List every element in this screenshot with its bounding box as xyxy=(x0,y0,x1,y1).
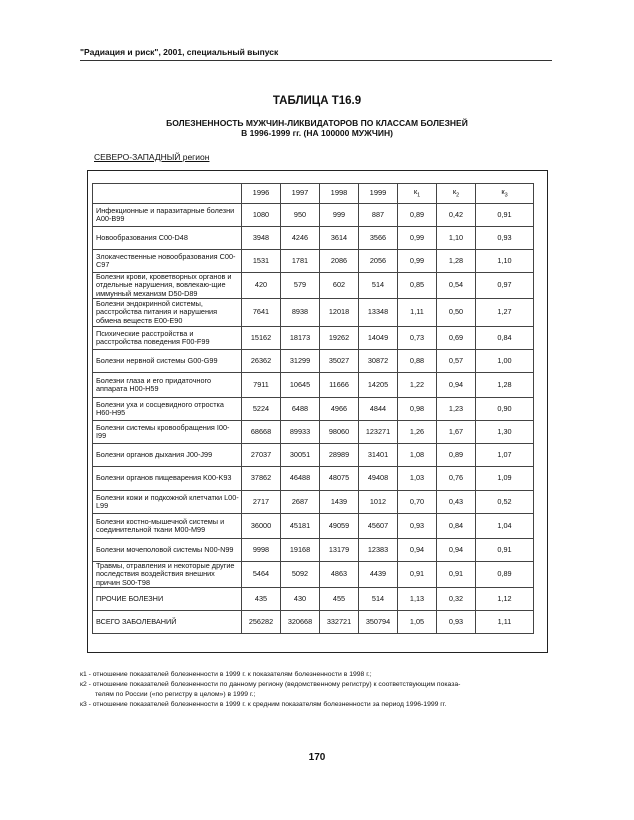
row-label: Травмы, отравления и некоторые другие последствия воздействия внешних причин S00-T98 xyxy=(93,562,242,588)
table-cell: 1531 xyxy=(242,250,281,273)
table-cell: 3614 xyxy=(320,227,359,250)
table-cell: 455 xyxy=(320,588,359,611)
table-cell: 1,00 xyxy=(476,350,534,373)
journal-header: "Радиация и риск", 2001, специальный выпуск xyxy=(80,47,279,57)
table-cell: 320668 xyxy=(281,611,320,634)
table-row xyxy=(93,539,534,562)
table-cell: 0,89 xyxy=(476,562,534,588)
column-header: 1996 xyxy=(242,184,281,204)
table-cell: 0,97 xyxy=(476,273,534,299)
table-cell: 435 xyxy=(242,588,281,611)
table-cell: 0,88 xyxy=(398,350,437,373)
table-cell: 123271 xyxy=(359,421,398,444)
table-row xyxy=(93,444,534,467)
table-cell: 0,99 xyxy=(398,227,437,250)
table-cell: 2717 xyxy=(242,491,281,514)
table-row xyxy=(93,588,534,611)
table-row xyxy=(93,467,534,491)
table-cell: 12018 xyxy=(320,299,359,327)
page-number: 170 xyxy=(308,752,326,763)
table-cell: 0,90 xyxy=(476,398,534,421)
table-cell: 1,05 xyxy=(398,611,437,634)
table-cell: 0,54 xyxy=(437,273,476,299)
table-cell: 49408 xyxy=(359,467,398,491)
table-row xyxy=(93,204,534,227)
table-cell: 31401 xyxy=(359,444,398,467)
region-label: СЕВЕРО-ЗАПАДНЫЙ регион xyxy=(94,152,210,162)
table-cell: 1,26 xyxy=(398,421,437,444)
row-label: Психические расстройства и расстройства поведения F00-F99 xyxy=(93,327,242,350)
table-cell: 602 xyxy=(320,273,359,299)
table-cell: 30051 xyxy=(281,444,320,467)
table-row xyxy=(93,398,534,421)
table-cell: 1,09 xyxy=(476,467,534,491)
table-cell: 37862 xyxy=(242,467,281,491)
table-row xyxy=(93,227,534,250)
table-cell: 49059 xyxy=(320,514,359,539)
table-cell: 1781 xyxy=(281,250,320,273)
table-cell: 1,22 xyxy=(398,373,437,398)
table-cell: 5224 xyxy=(242,398,281,421)
table-cell: 1,13 xyxy=(398,588,437,611)
table-cell: 0,93 xyxy=(476,227,534,250)
table-cell: 999 xyxy=(320,204,359,227)
header-corner-cell xyxy=(93,184,242,204)
row-label: ПРОЧИЕ БОЛЕЗНИ xyxy=(93,588,242,611)
table-cell: 332721 xyxy=(320,611,359,634)
table-cell: 5092 xyxy=(281,562,320,588)
table-cell: 3948 xyxy=(242,227,281,250)
table-cell: 1,67 xyxy=(437,421,476,444)
table-cell: 30872 xyxy=(359,350,398,373)
row-label: Болезни эндокринной системы, расстройства питания и нарушения обмена веществ E00-E90 xyxy=(93,299,242,327)
table-cell: 0,94 xyxy=(437,373,476,398)
table-cell: 46488 xyxy=(281,467,320,491)
table-cell: 1,11 xyxy=(476,611,534,634)
table-cell: 45181 xyxy=(281,514,320,539)
table-cell: 10645 xyxy=(281,373,320,398)
table-cell: 2687 xyxy=(281,491,320,514)
footnote-k2: к2 - отношение показателей болезненности по данному региону (ведомственному регистру) к соответствующим показа- xyxy=(80,681,461,688)
table-cell: 420 xyxy=(242,273,281,299)
table-cell: 31299 xyxy=(281,350,320,373)
row-label: Болезни органов дыхания J00-J99 xyxy=(93,444,242,467)
table-cell: 430 xyxy=(281,588,320,611)
table-cell: 89933 xyxy=(281,421,320,444)
table-row xyxy=(93,373,534,398)
table-cell: 1,08 xyxy=(398,444,437,467)
row-label: Болезни кожи и подкожной клетчатки L00-L99 xyxy=(93,491,242,514)
table-cell: 0,94 xyxy=(437,539,476,562)
morbidity-table xyxy=(92,183,534,634)
table-cell: 2056 xyxy=(359,250,398,273)
table-subtitle-line2: В 1996-1999 гг. (НА 100000 МУЖЧИН) xyxy=(241,128,393,138)
table-row xyxy=(93,421,534,444)
table-cell: 0,70 xyxy=(398,491,437,514)
table-cell: 1,10 xyxy=(476,250,534,273)
column-header: 1998 xyxy=(320,184,359,204)
table-cell: 28989 xyxy=(320,444,359,467)
table-cell: 0,91 xyxy=(476,204,534,227)
footnote-k2-continuation: телям по России («по регистру в целом») в 1999 г.; xyxy=(95,691,256,698)
row-label: Болезни костно-мышечной системы и соединительной ткани M00-M99 xyxy=(93,514,242,539)
table-cell: 579 xyxy=(281,273,320,299)
table-cell: 0,50 xyxy=(437,299,476,327)
table-header-row xyxy=(93,184,534,204)
table-cell: 15162 xyxy=(242,327,281,350)
table-cell: 45607 xyxy=(359,514,398,539)
table-cell: 4966 xyxy=(320,398,359,421)
table-cell: 514 xyxy=(359,588,398,611)
table-row xyxy=(93,611,534,634)
table-subtitle-line1: БОЛЕЗНЕННОСТЬ МУЖЧИН-ЛИКВИДАТОРОВ ПО КЛАССАМ БОЛЕЗНЕЙ xyxy=(166,118,468,128)
row-label: Болезни нервной системы G00-G99 xyxy=(93,350,242,373)
table-cell: 0,89 xyxy=(398,204,437,227)
table-cell: 0,57 xyxy=(437,350,476,373)
table-cell: 1080 xyxy=(242,204,281,227)
table-cell: 7911 xyxy=(242,373,281,398)
table-cell: 14049 xyxy=(359,327,398,350)
table-cell: 0,94 xyxy=(398,539,437,562)
table-cell: 11666 xyxy=(320,373,359,398)
table-cell: 13179 xyxy=(320,539,359,562)
table-row xyxy=(93,350,534,373)
table-row xyxy=(93,491,534,514)
table-cell: 0,84 xyxy=(437,514,476,539)
table-cell: 0,93 xyxy=(398,514,437,539)
table-cell: 0,85 xyxy=(398,273,437,299)
table-cell: 19168 xyxy=(281,539,320,562)
table-row xyxy=(93,273,534,299)
footnotes xyxy=(80,670,550,710)
table-cell: 7641 xyxy=(242,299,281,327)
table-cell: 18173 xyxy=(281,327,320,350)
table-cell: 1,28 xyxy=(476,373,534,398)
table-cell: 1,11 xyxy=(398,299,437,327)
table-cell: 14205 xyxy=(359,373,398,398)
table-cell: 0,93 xyxy=(437,611,476,634)
table-cell: 35027 xyxy=(320,350,359,373)
table-cell: 48075 xyxy=(320,467,359,491)
table-cell: 1,12 xyxy=(476,588,534,611)
table-cell: 5464 xyxy=(242,562,281,588)
table-row xyxy=(93,299,534,327)
table-cell: 4439 xyxy=(359,562,398,588)
table-cell: 0,42 xyxy=(437,204,476,227)
column-header: 1997 xyxy=(281,184,320,204)
row-label: Новообразования C00-D48 xyxy=(93,227,242,250)
column-header: $к_3$ xyxy=(476,184,534,204)
table-cell: 3566 xyxy=(359,227,398,250)
table-row xyxy=(93,327,534,350)
table-cell: 1,23 xyxy=(437,398,476,421)
table-cell: 1,27 xyxy=(476,299,534,327)
table-cell: 0,99 xyxy=(398,250,437,273)
column-header: 1999 xyxy=(359,184,398,204)
table-cell: 1,30 xyxy=(476,421,534,444)
table-cell: 13348 xyxy=(359,299,398,327)
footnote-k1: к1 - отношение показателей болезненности в 1999 г. к показателям болезненности в 1998 г.; xyxy=(80,671,372,678)
table-cell: 0,32 xyxy=(437,588,476,611)
row-label: Злокачественные новообразования C00-C97 xyxy=(93,250,242,273)
table-cell: 0,84 xyxy=(476,327,534,350)
table-cell: 0,76 xyxy=(437,467,476,491)
row-label: Болезни глаза и его придаточного аппарата H00-H59 xyxy=(93,373,242,398)
table-cell: 1,10 xyxy=(437,227,476,250)
table-cell: 1012 xyxy=(359,491,398,514)
column-header: $к_1$ xyxy=(398,184,437,204)
table-cell: 4863 xyxy=(320,562,359,588)
table-cell: 0,69 xyxy=(437,327,476,350)
table-cell: 0,73 xyxy=(398,327,437,350)
row-label: Болезни системы кровообращения I00-I99 xyxy=(93,421,242,444)
table-cell: 350794 xyxy=(359,611,398,634)
table-cell: 98060 xyxy=(320,421,359,444)
table-cell: 6488 xyxy=(281,398,320,421)
table-cell: 4844 xyxy=(359,398,398,421)
row-label: Болезни уха и сосцевидного отростка H60-H95 xyxy=(93,398,242,421)
table-cell: 950 xyxy=(281,204,320,227)
table-cell: 0,91 xyxy=(437,562,476,588)
table-cell: 1,04 xyxy=(476,514,534,539)
table-cell: 1439 xyxy=(320,491,359,514)
footnote-k3: к3 - отношение показателей болезненности в 1999 г. к средним показателям болезненности за период 1996-1999 гг. xyxy=(80,701,447,708)
table-cell: 0,89 xyxy=(437,444,476,467)
table-row xyxy=(93,562,534,588)
table-cell: 887 xyxy=(359,204,398,227)
table-cell: 4246 xyxy=(281,227,320,250)
table-cell: 8938 xyxy=(281,299,320,327)
table-cell: 1,03 xyxy=(398,467,437,491)
table-title: ТАБЛИЦА Т16.9 xyxy=(272,95,362,107)
row-label: ВСЕГО ЗАБОЛЕВАНИЙ xyxy=(93,611,242,634)
table-cell: 256282 xyxy=(242,611,281,634)
table-cell: 2086 xyxy=(320,250,359,273)
table-cell: 0,98 xyxy=(398,398,437,421)
table-cell: 514 xyxy=(359,273,398,299)
table-row xyxy=(93,514,534,539)
row-label: Болезни мочеполовой системы N00-N99 xyxy=(93,539,242,562)
row-label: Инфекционные и паразитарные болезни A00-B99 xyxy=(93,204,242,227)
header-rule xyxy=(80,60,552,61)
column-header: $к_2$ xyxy=(437,184,476,204)
table-cell: 26362 xyxy=(242,350,281,373)
table-cell: 12383 xyxy=(359,539,398,562)
table-cell: 1,28 xyxy=(437,250,476,273)
table-cell: 27037 xyxy=(242,444,281,467)
table-row xyxy=(93,250,534,273)
row-label: Болезни крови, кроветворных органов и отдельные нарушения, вовлекаю-щие иммунный механизм D50-D89 xyxy=(93,273,242,299)
table-cell: 0,91 xyxy=(398,562,437,588)
table-cell: 1,07 xyxy=(476,444,534,467)
table-cell: 0,43 xyxy=(437,491,476,514)
table-cell: 68668 xyxy=(242,421,281,444)
table-cell: 0,91 xyxy=(476,539,534,562)
table-cell: 9998 xyxy=(242,539,281,562)
table-cell: 36000 xyxy=(242,514,281,539)
row-label: Болезни органов пищеварения K00-K93 xyxy=(93,467,242,491)
table-cell: 0,52 xyxy=(476,491,534,514)
table-cell: 19262 xyxy=(320,327,359,350)
